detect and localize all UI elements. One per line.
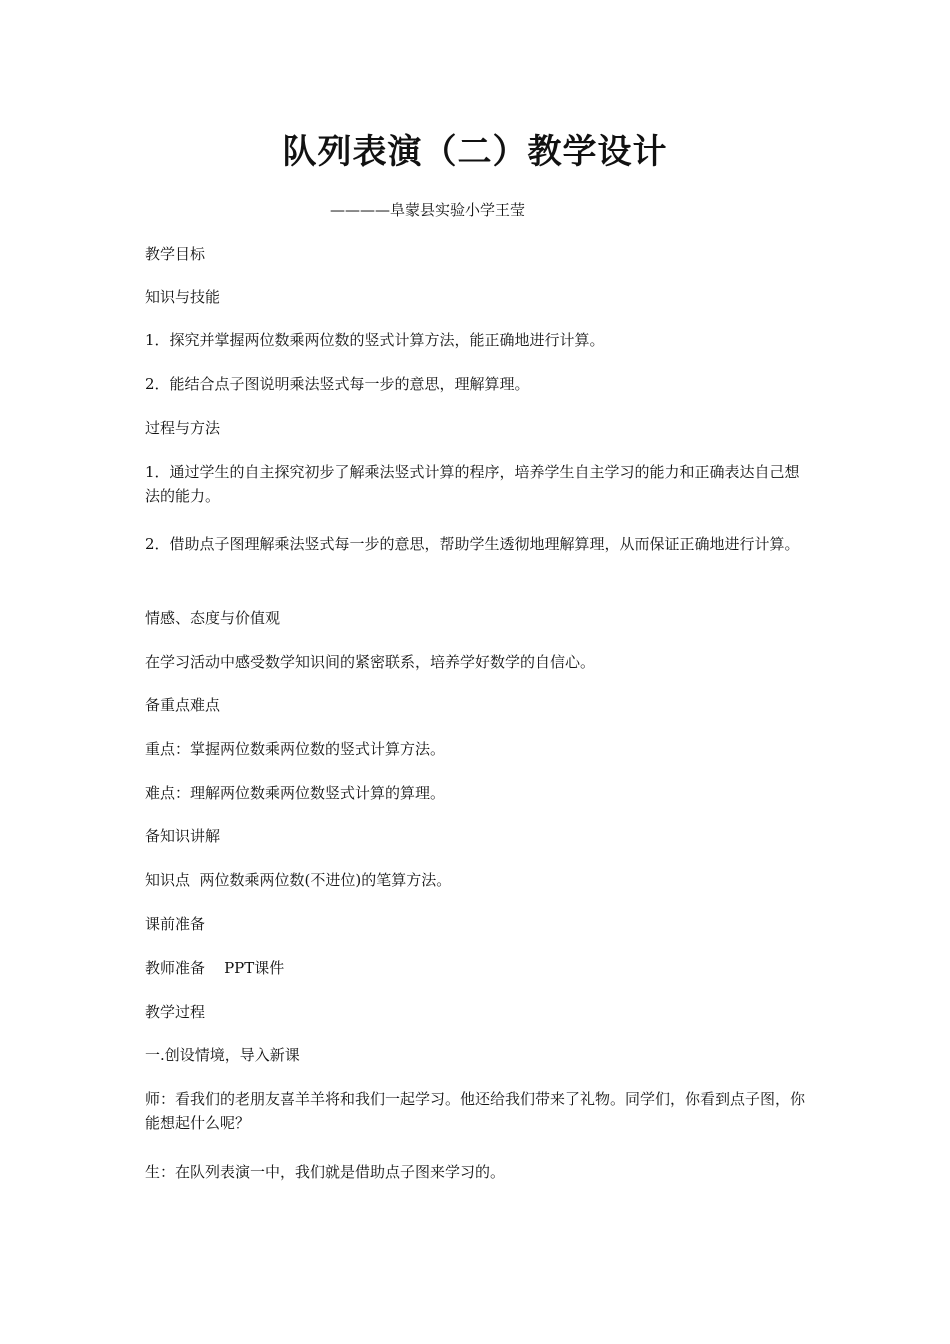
paragraph: 在学习活动中感受数学知识间的紧密联系，培养学好数学的自信心。 — [145, 653, 596, 671]
heading-preparation: 课前准备 — [145, 915, 206, 933]
document-title: 队列表演（二）教学设计 — [282, 132, 668, 172]
heading-teaching-objectives: 教学目标 — [145, 245, 206, 263]
paragraph: 生：在队列表演一中，我们就是借助点子图来学习的。 — [145, 1163, 506, 1181]
paragraph: 知识点 两位数乘两位数(不进位)的笔算方法。 — [145, 871, 452, 889]
heading-emotion-values: 情感、态度与价值观 — [145, 609, 281, 627]
paragraph: 1．探究并掌握两位数乘两位数的竖式计算方法，能正确地进行计算。 — [145, 331, 605, 349]
heading-teaching-process: 教学过程 — [145, 1003, 206, 1021]
paragraph: 2．能结合点子图说明乘法竖式每一步的意思，理解算理。 — [145, 375, 530, 393]
paragraph: 1．通过学生的自主探究初步了解乘法竖式计算的程序，培养学生自主学习的能力和正确表达自己想法的能力。 — [145, 463, 800, 505]
paragraph: 教师准备 PPT课件 — [145, 959, 285, 977]
heading-process-method: 过程与方法 — [145, 419, 221, 437]
paragraph: 难点：理解两位数乘两位数竖式计算的算理。 — [145, 784, 446, 802]
heading-knowledge-skills: 知识与技能 — [145, 288, 221, 306]
heading-knowledge-explanation: 备知识讲解 — [145, 827, 221, 845]
paragraph: 重点：掌握两位数乘两位数的竖式计算方法。 — [145, 740, 446, 758]
paragraph: 一.创设情境，导入新课 — [145, 1046, 300, 1064]
heading-key-points: 备重点难点 — [145, 696, 221, 714]
document-author: ————阜蒙县实验小学王莹 — [330, 201, 526, 219]
paragraph: 2．借助点子图理解乘法竖式每一步的意思，帮助学生透彻地理解算理，从而保证正确地进行计算。 — [145, 535, 800, 553]
paragraph: 师：看我们的老朋友喜羊羊将和我们一起学习。他还给我们带来了礼物。同学们，你看到点子图，你能想起什么呢？ — [145, 1090, 806, 1132]
